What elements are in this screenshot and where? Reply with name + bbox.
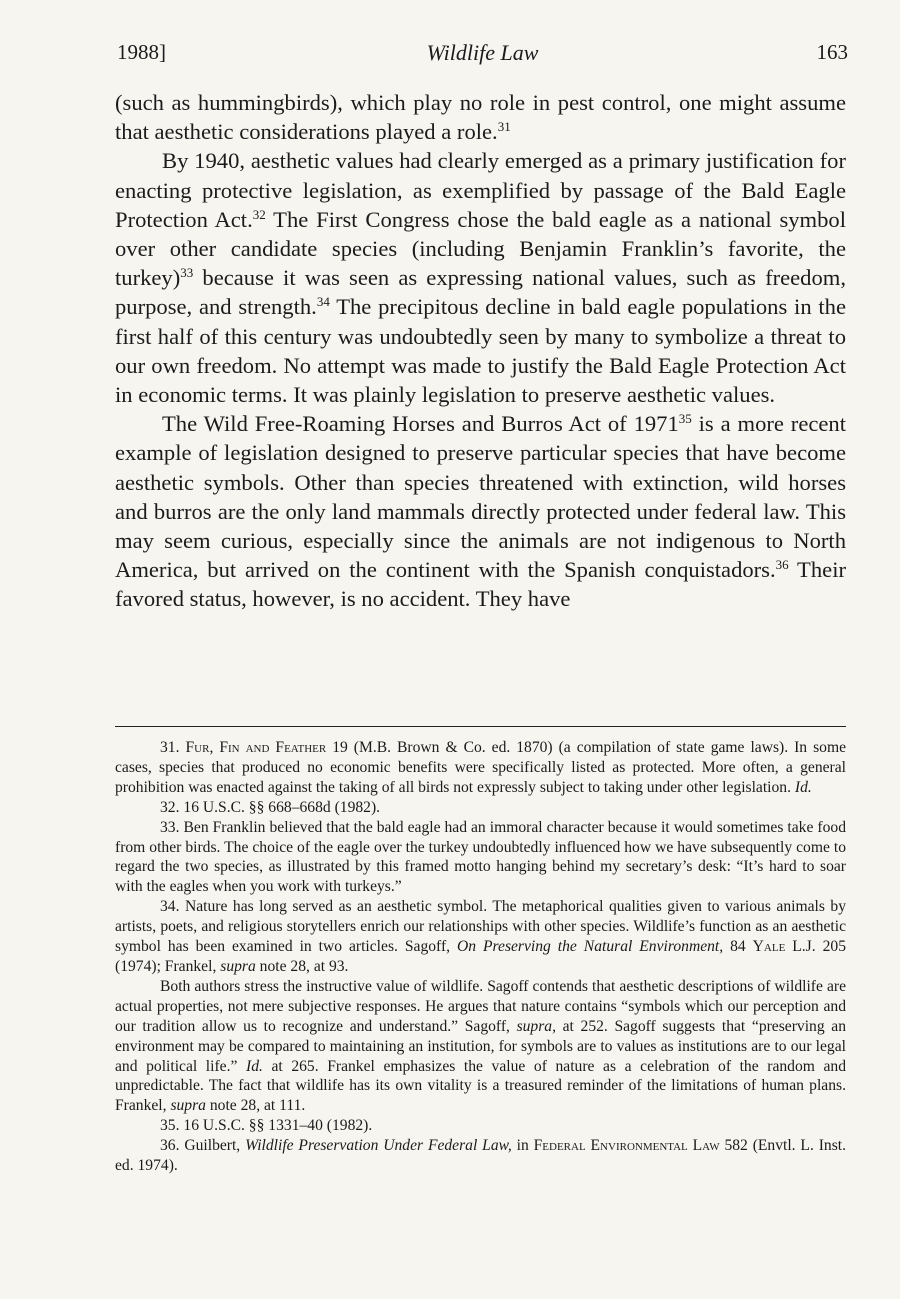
footnote-34-title: On Preserving the Natural Environment, bbox=[457, 938, 724, 956]
header-title: Wildlife Law bbox=[426, 40, 539, 65]
footnote-34b-text-b: at 252. Sagoff suggests that “preserving an environment may be compared to maintaining an institution, for symbols are to values as institutions are to our legal and political life.” bbox=[115, 1017, 846, 1075]
footnote-34b-id: Id. bbox=[246, 1057, 263, 1075]
footnote-34-text-a: 34. Nature has long served as an aesthetic symbol. The metaphorical qualities given to various animals by artists, poets, and religious storytellers enrich our relationships with other species. Wildlife’s function as an aesthetic symbol has been examined in two articles. Sagoff, bbox=[115, 898, 846, 956]
footnote-36-title: Wildlife Preservation Under Federal Law, bbox=[245, 1137, 512, 1155]
body-text bbox=[115, 88, 846, 614]
footnote-31 bbox=[115, 738, 846, 798]
footnote-31-number: 31. bbox=[160, 739, 180, 756]
p2-text-d: The precipitous decline in bald eagle populations in the first half of this century was undoubtedly seen by many to symbolize a threat to our own freedom. No attempt was made to justify the Bald Eagle Protection Act in economic terms. It was plainly legislation to preserve aesthetic values. bbox=[115, 294, 847, 408]
running-header bbox=[117, 40, 848, 72]
footnote-31-id: Id. bbox=[794, 778, 812, 796]
footnote-34-journal: Yale bbox=[752, 938, 786, 956]
footnote-ref-36[interactable]: 36 bbox=[775, 557, 789, 573]
footnote-31-source: Fur, Fin and Feather bbox=[185, 739, 327, 756]
p2-text-c: because it was seen as expressing national values, such as freedom, purpose, and strength. bbox=[115, 265, 846, 320]
footnote-34 bbox=[115, 897, 846, 977]
footnote-34b-text-c: at 265. Frankel emphasizes the value of nature as a celebration of the random and unpredictable. The fact that wildlife has its own vitality is a treasured reminder of the limitations of human plans. Frankel, bbox=[115, 1057, 846, 1115]
footnote-32: 32. 16 U.S.C. §§ 668–668d (1982). bbox=[160, 798, 381, 816]
footnote-divider bbox=[115, 726, 846, 727]
footnote-36-text-a: 36. Guilbert, bbox=[160, 1137, 246, 1155]
footnote-34b-text-d: note 28, at 111. bbox=[205, 1097, 306, 1115]
footnote-34-text-c: L.J. 205 (1974); Frankel, bbox=[115, 938, 846, 975]
footnotes bbox=[115, 738, 846, 1176]
footnote-ref-33[interactable]: 33 bbox=[180, 265, 194, 281]
footnote-34b-text-a: Both authors stress the instructive value of wildlife. Sagoff contends that aesthetic descriptions of wildlife are actual properties, not mere subjective responses. He argues that nature contains “symbols which our perception and our tradition allow us to recognize and understand.” Sagoff, bbox=[115, 977, 846, 1035]
p3-text-a: The Wild Free-Roaming Horses and Burros Act of 1971 bbox=[162, 411, 679, 437]
footnote-31-text: 19 (M.B. Brown & Co. ed. 1870) (a compilation of state game laws). In some cases, species that produced no economic benefits were specifically listed as protected. More often, a general prohibition was enacted against the taking of all birds not expressly subject to taking under other legislation. bbox=[115, 739, 846, 796]
footnote-ref-32[interactable]: 32 bbox=[252, 206, 266, 222]
footnote-34b-supra-1: supra, bbox=[516, 1017, 556, 1035]
footnote-36-text-b: in bbox=[511, 1137, 534, 1155]
footnote-34-text-b: 84 bbox=[723, 938, 753, 956]
footnote-36-book: Federal Environmental Law bbox=[533, 1137, 720, 1155]
paragraph-1 bbox=[115, 88, 846, 146]
p2-text-b: The First Congress chose the bald eagle as a national symbol over other candidate species (including Benjamin Franklin’s favorite, the turkey) bbox=[115, 206, 846, 291]
footnote-34-supra: supra bbox=[220, 957, 256, 975]
footnote-ref-35[interactable]: 35 bbox=[678, 411, 692, 427]
footnote-36 bbox=[115, 1136, 846, 1176]
footnote-36-text-c: 582 (Envtl. L. Inst. ed. 1974). bbox=[115, 1137, 846, 1175]
paragraph-3 bbox=[115, 409, 846, 613]
footnote-34b-supra-2: supra bbox=[170, 1097, 206, 1115]
footnote-34-continued bbox=[115, 977, 846, 1116]
footnote-35: 35. 16 U.S.C. §§ 1331–40 (1982). bbox=[160, 1117, 373, 1135]
footnote-34-text-d: note 28, at 93. bbox=[255, 957, 349, 975]
footnote-ref-34[interactable]: 34 bbox=[316, 294, 330, 310]
paragraph-2 bbox=[115, 146, 846, 409]
p3-text-b: is a more recent example of legislation designed to preserve particular species that have become aesthetic symbols. Other than species threatened with extinction, wild horses and burros are the only land mammals directly protected under federal law. This may seem curious, especially since the animals are not indigenous to North America, but arrived on the continent with the Spanish conquistadors. bbox=[115, 411, 846, 583]
header-year: 1988] bbox=[117, 40, 166, 64]
footnote-33: 33. Ben Franklin believed that the bald eagle had an immoral character because it would sometimes take food from other birds. The choice of the eagle over the turkey undoubtedly influenced how we have subsequently come to regard the two species, as illustrated by this framed motto hanging behind my secretary’s desk: “It’s hard to soar with the eagles when you work with turkeys.” bbox=[115, 818, 846, 896]
page-number: 163 bbox=[816, 40, 848, 64]
p3-text-c: Their favored status, however, is no accident. They have bbox=[115, 557, 846, 612]
p2-text-a: By 1940, aesthetic values had clearly emerged as a primary justification for enacting protective legislation, as exemplified by passage of the Bald Eagle Protection Act. bbox=[115, 148, 846, 232]
footnote-ref-31[interactable]: 31 bbox=[497, 119, 511, 135]
p1-text: (such as hummingbirds), which play no role in pest control, one might assume that aesthetic considerations played a role. bbox=[115, 90, 846, 145]
